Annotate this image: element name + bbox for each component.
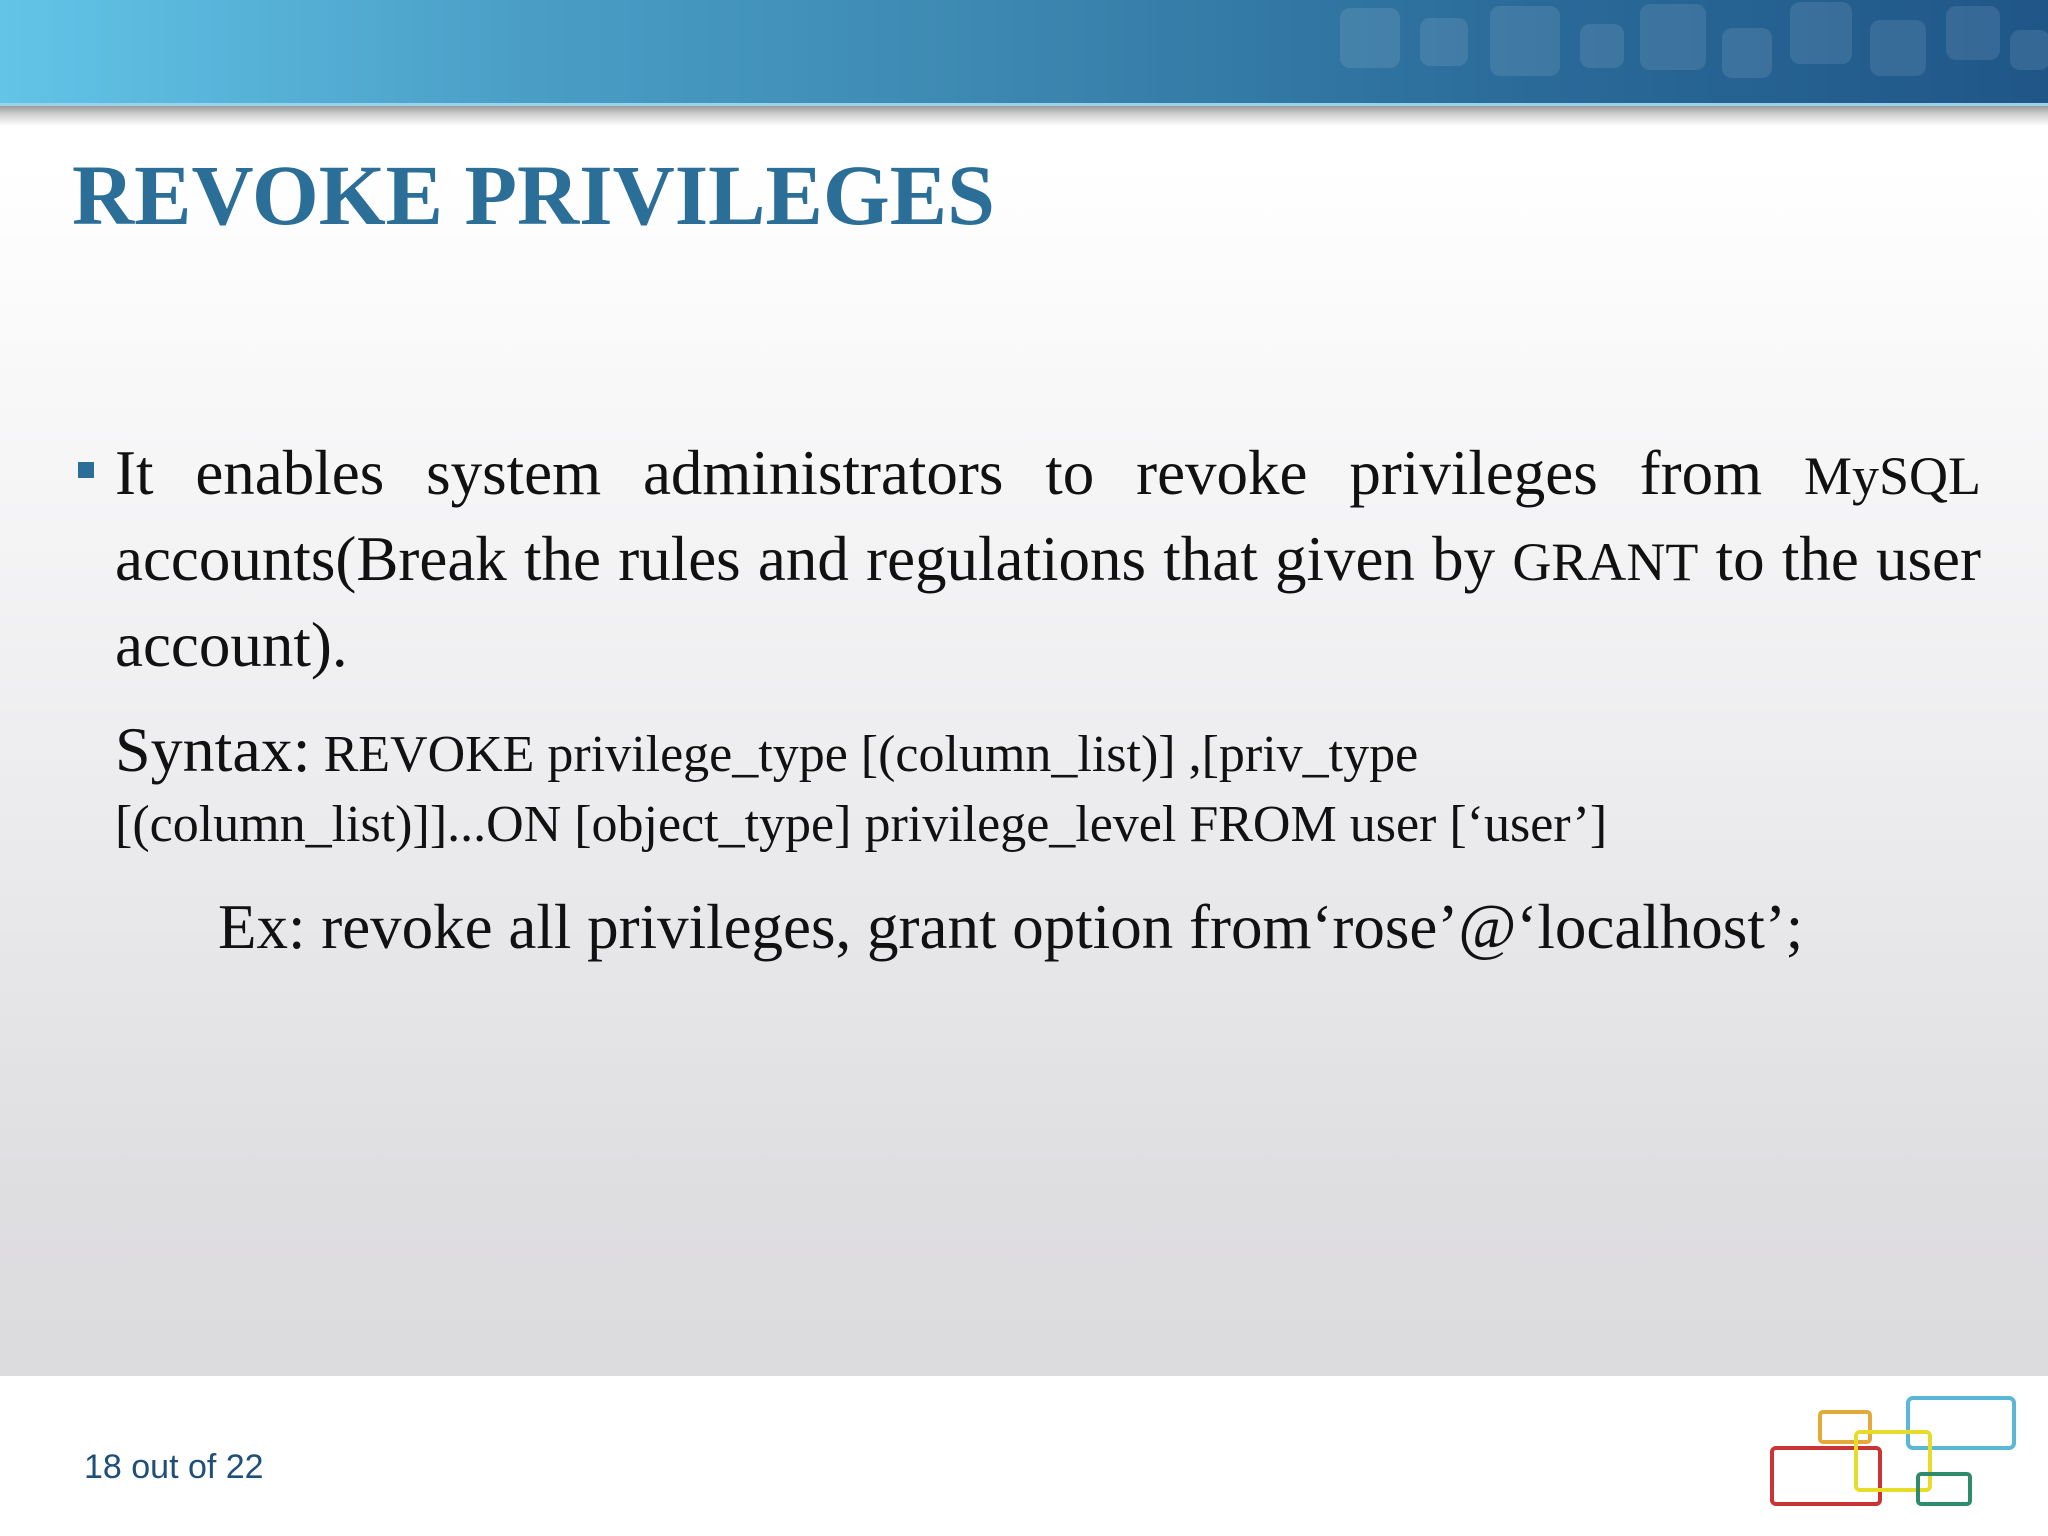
- footer: [0, 1376, 2048, 1536]
- slide-body: [115, 432, 1981, 969]
- syntax-line-2: [(column_list)]]...ON [object_type] privilege_level FROM user [‘user’]: [115, 796, 1608, 853]
- page-number: 18 out of 22: [84, 1448, 264, 1486]
- bullet-text-part3: to the user account).: [115, 524, 1981, 680]
- header-banner: [0, 0, 2048, 106]
- banner-shadow: [0, 106, 2048, 126]
- syntax-label: Syntax:: [115, 714, 311, 785]
- bullet-text-part2: accounts(Break the rules and regulations that given by: [115, 524, 1513, 594]
- square-bullet-icon: [78, 462, 94, 478]
- overlapping-squares-logo-icon: [1770, 1396, 2020, 1516]
- syntax-line-1: REVOKE privilege_type [(column_list)] ,[priv_type: [310, 726, 1419, 783]
- grant-term: GRANT: [1512, 532, 1699, 592]
- syntax-block: [115, 715, 1981, 860]
- slide-title: REVOKE PRIVILEGES: [72, 147, 995, 243]
- mysql-term: MySQL: [1803, 446, 1981, 506]
- bullet-text-part1: It enables system administrators to revoke privileges from: [115, 438, 1804, 508]
- bullet-text: [115, 432, 1981, 687]
- example-text: Ex: revoke all privileges, grant option from‘rose’@‘localhost’;: [218, 892, 1804, 962]
